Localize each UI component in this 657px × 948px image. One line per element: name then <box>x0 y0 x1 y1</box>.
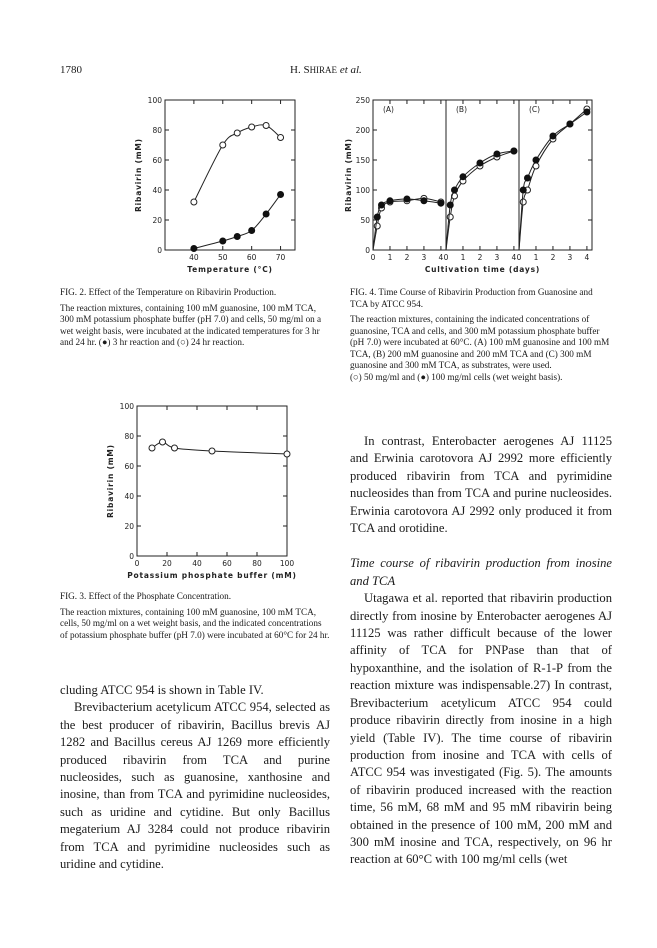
fig3-y-tick-label: 20 <box>124 522 134 531</box>
fig4-point-open <box>520 199 526 205</box>
fig2-point-filled <box>249 228 255 234</box>
fig3-x-tick-label: 40 <box>192 559 202 568</box>
fig2-point-open <box>191 199 197 205</box>
page-number: 1780 <box>60 64 82 76</box>
figure-4-caption <box>350 287 612 383</box>
fig4-y-tick-label: 50 <box>360 216 370 225</box>
fig3-point-open <box>209 448 215 454</box>
fig2-point-filled <box>263 211 269 217</box>
fig4-point-filled <box>447 202 453 208</box>
fig2-y-tick-label: 20 <box>152 216 162 225</box>
fig3-x-axis-title: Potassium phosphate buffer (mM) <box>127 571 297 580</box>
fig4-x-tick-label: 0 <box>370 253 376 262</box>
fig4-point-filled <box>404 196 410 202</box>
fig3-x-tick-label: 60 <box>222 559 232 568</box>
fig2-y-tick-label: 40 <box>152 186 162 195</box>
fig4-x-tick-label: 2 <box>477 253 483 262</box>
fig4-x-tick-label: 1 <box>533 253 539 262</box>
fig2-x-tick-label: 50 <box>218 253 228 262</box>
fig4-point-filled <box>550 133 556 139</box>
fig4-point-filled <box>477 160 483 166</box>
fig4-panel-label: (C) <box>529 105 541 114</box>
left-paragraph-1: cluding ATCC 954 is shown in Table IV. <box>60 683 264 697</box>
fig3-y-tick-label: 40 <box>124 492 134 501</box>
fig3-x-tick-label: 0 <box>134 559 140 568</box>
fig2-x-tick-label: 40 <box>189 253 199 262</box>
fig4-point-filled <box>378 202 384 208</box>
fig2-x-axis-title: Temperature (°C) <box>187 265 273 274</box>
right-paragraph-1: In contrast, Enterobacter aerogenes AJ 11125 and Erwinia carotovora AJ 2992 more efficiently produced ribavirin from TCA and pyrimidine nucleosides than from TCA and purine nucleosides. Erwinia carotovora AJ 2992 only produced it from TCA and orotidine. <box>350 434 612 536</box>
fig2-y-tick-label: 80 <box>152 126 162 135</box>
fig3-plot-frame <box>137 406 287 556</box>
fig3-point-open <box>160 439 166 445</box>
fig2-point-open <box>220 142 226 148</box>
fig3-point-open <box>149 445 155 451</box>
fig2-point-open <box>249 124 255 130</box>
fig2-point-filled <box>220 238 226 244</box>
left-paragraph-2: Brevibacterium acetylicum ATCC 954, selected as the best producer of ribavirin, Bacillus brevis AJ 1282 and Bacillus cereus AJ 1269 more efficiently produced ribavirin from TCA and purine nucleosides, such as guanosine, xanthosine and inosine, than from TCA and pyrimidine nucleosides, such as uridine and cytidine. But only Bacillus megaterium AJ 3284 could not produce ribavirin from TCA and pyrimidine nucleosides such as uridine and cytidine. <box>60 700 330 872</box>
fig4-x-tick-label: 1 <box>460 253 466 262</box>
fig4-x-tick-label: 4 <box>511 253 517 262</box>
section-heading: Time course of ribavirin production from inosine and TCA <box>350 556 612 588</box>
fig2-x-tick-label: 70 <box>275 253 286 262</box>
fig4-point-open <box>447 214 453 220</box>
fig2-point-filled <box>191 246 197 252</box>
fig4-point-filled <box>387 198 393 204</box>
fig3-y-tick-label: 0 <box>129 552 134 561</box>
fig4-x-tick-label: 4 <box>438 253 444 262</box>
figure-4-chart <box>340 92 610 282</box>
fig4-x-tick-label: 0 <box>443 253 449 262</box>
fig4-point-filled <box>524 175 530 181</box>
figure-2-caption <box>60 287 330 349</box>
fig4-y-tick-label: 200 <box>355 126 370 135</box>
figure-3-caption <box>60 591 330 641</box>
fig4-panel-label: (B) <box>456 105 467 114</box>
fig4-point-filled <box>511 148 517 154</box>
fig3-y-tick-label: 60 <box>124 462 134 471</box>
fig4-point-filled <box>533 157 539 163</box>
fig4-x-axis-title: Cultivation time (days) <box>424 265 541 274</box>
figure-4-description: The reaction mixtures, containing the indicated concentrations of guanosine, TCA and cells, and 300 mM potassium phosphate buffer (pH 7.0) were incubated at 60°C. (A) 100 mM guanosine and 100 mM TCA, (B) 200 mM guanosine and 200 mM TCA and (C) 300 mM guanosine and 300 mM TCA, as substrates, were used. <box>350 314 610 370</box>
fig3-y-tick-label: 100 <box>119 402 134 411</box>
fig4-y-tick-label: 0 <box>365 246 370 255</box>
fig3-x-tick-label: 80 <box>252 559 262 568</box>
figure-2-title: FIG. 2. Effect of the Temperature on Ribavirin Production. <box>60 287 277 297</box>
fig4-point-filled <box>421 198 427 204</box>
right-column-text <box>350 433 612 869</box>
fig4-point-filled <box>494 151 500 157</box>
fig4-point-filled <box>438 200 444 206</box>
figure-4-title: FIG. 4. Time Course of Ribavirin Production from Guanosine and TCA by ATCC 954. <box>350 287 593 309</box>
fig4-x-tick-label: 3 <box>567 253 573 262</box>
fig4-x-tick-label: 0 <box>516 253 522 262</box>
fig4-y-tick-label: 250 <box>355 96 370 105</box>
fig3-x-tick-label: 100 <box>279 559 295 568</box>
fig4-x-tick-label: 3 <box>421 253 427 262</box>
figure-3-description: The reaction mixtures, containing 100 mM guanosine, 100 mM TCA, cells, 50 mg/ml on a wet weight basis, and the indicated concentrations of potassium phosphate buffer (pH 7.0) were incubated at 60°C for 24 hr. <box>60 606 330 640</box>
right-paragraph-2: Utagawa et al. reported that ribavirin production directly from inosine by Enterobacter aerogenes AJ 11125 was rather difficult because of the lower affinity of TCA for PNPase than that of hypoxanthine, and the isolation of R-1-P from the reaction mixture was indispensable.27) In contrast, Brevibacterium acetylicum ATCC 954 could produce ribavirin directly from inosine in a high yield (Table IV). The time course of ribavirin production from inosine and TCA with cells of ATCC 954 was investigated (Fig. 5). The amounts of ribavirin produced increased with the reaction time, 56 mM, 68 mM and 95 mM ribavirin being obtained in the presence of 100 mM, 200 mM and 300 mM inosine and TCA, respectively, on 96 hr reaction at 60°C with 100 mg/ml cells (wet <box>350 591 612 867</box>
fig4-y-tick-label: 100 <box>355 186 370 195</box>
fig4-x-tick-label: 2 <box>404 253 410 262</box>
fig3-point-open <box>172 445 178 451</box>
running-header: H. SHIRAE et al. <box>290 64 362 76</box>
fig2-point-open <box>278 135 284 141</box>
fig2-y-tick-label: 0 <box>157 246 162 255</box>
fig4-x-tick-label: 3 <box>494 253 500 262</box>
fig4-y-tick-label: 150 <box>355 156 370 165</box>
fig4-x-tick-label: 2 <box>550 253 556 262</box>
fig3-x-tick-label: 20 <box>162 559 172 568</box>
fig3-y-axis-title: Ribavirin (mM) <box>106 444 115 518</box>
fig4-point-filled <box>460 174 466 180</box>
fig4-point-filled <box>584 109 590 115</box>
fig4-point-filled <box>451 187 457 193</box>
figure-3-title: FIG. 3. Effect of the Phosphate Concentration. <box>60 591 232 601</box>
fig4-point-filled <box>567 121 573 127</box>
fig4-x-tick-label: 4 <box>584 253 590 262</box>
left-column-text <box>60 682 330 873</box>
fig2-y-axis-title: Ribavirin (mM) <box>134 138 143 212</box>
figure-2-description: The reaction mixtures, containing 100 mM guanosine, 100 mM TCA, 300 mM potassium phosphate buffer (pH 7.0) and cells, 50 mg/ml on a wet weight basis, were incubated at the indicated temperatures for 3 hr and 24 hr. (●) 3 hr reaction and (○) 24 hr reaction. <box>60 302 322 347</box>
fig2-x-tick-label: 60 <box>246 253 257 262</box>
fig2-point-open <box>234 130 240 136</box>
fig2-series-filled-line <box>194 195 281 249</box>
fig4-point-filled <box>520 187 526 193</box>
fig2-plot-frame <box>165 100 295 250</box>
figure-2-chart <box>120 92 320 282</box>
fig4-panel-label: (A) <box>383 105 394 114</box>
figure-3-chart <box>90 398 310 588</box>
figure-4-legend-text: (○) 50 mg/ml and (●) 100 mg/ml cells (wet weight basis). <box>350 371 563 382</box>
fig2-point-filled <box>234 234 240 240</box>
fig2-y-tick-label: 60 <box>152 156 162 165</box>
fig3-point-open <box>284 451 290 457</box>
fig4-point-filled <box>374 214 380 220</box>
fig2-y-tick-label: 100 <box>147 96 162 105</box>
fig4-x-tick-label: 1 <box>387 253 393 262</box>
fig2-point-open <box>263 123 269 129</box>
fig4-plot-frame <box>373 100 592 250</box>
fig2-point-filled <box>278 192 284 198</box>
fig4-y-axis-title: Ribavirin (mM) <box>344 138 353 212</box>
fig3-y-tick-label: 80 <box>124 432 134 441</box>
